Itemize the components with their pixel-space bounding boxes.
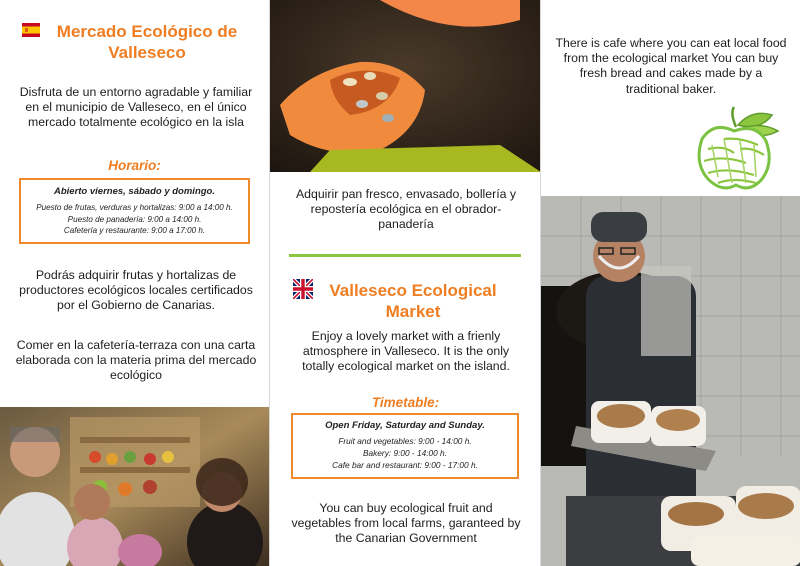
spanish-column [0, 0, 269, 566]
market-shoppers-photo [0, 407, 269, 566]
spain-flag-icon [22, 23, 40, 37]
middle-column [269, 0, 540, 566]
spanish-schedule-lead: Abierto viernes, sábado y domingo. [53, 186, 215, 197]
english-schedule-lead: Open Friday, Saturday and Sunday. [325, 420, 485, 431]
english-schedule-line: Cafe bar and restaurant: 9:00 - 17:00 h. [332, 460, 478, 470]
english-schedule-line: Fruit and vegetables: 9:00 - 14:00 h. [338, 436, 472, 446]
english-schedule-line: Bakery: 9:00 - 14:00 h. [363, 448, 447, 458]
english-intro: Enjoy a lovely market with a frienly atmosphere in Valleseco. It is the only totally ecological market on the island. [302, 329, 510, 374]
baker-photo [541, 196, 800, 566]
spanish-schedule-box [19, 178, 250, 244]
spanish-schedule-line: Cafetería y restaurante: 9:00 a 17:00 h. [63, 226, 206, 235]
english-title: Valleseco Ecological Market [329, 281, 497, 321]
spanish-produce-text: Podrás adquirir frutas y hortalizas de productores ecológicos locales certificados por el Gobierno de Canarias. [19, 268, 253, 313]
spanish-schedule-line: Puesto de frutas, verduras y hortalizas: 9:00 a 14:00 h. [36, 203, 233, 212]
spanish-title: Mercado Ecológico de Valleseco [56, 22, 238, 62]
english-cafe-text: There is cafe where you can eat local food from the ecological market You can buy fresh bread and cakes made by a traditional baker. [555, 36, 787, 96]
apple-icon [694, 105, 784, 193]
horario-heading: Horario: [108, 158, 161, 173]
uk-flag-icon [293, 279, 313, 299]
spanish-intro: Disfruta de un entorno agradable y familiar en el municipio de Valleseco, en el único mercado totalmente ecológico en la isla [19, 85, 253, 130]
language-divider [289, 254, 521, 257]
spanish-bakery-text: Adquirir pan fresco, envasado, bollería y repostería ecológica en el obrador-panadería [295, 187, 517, 232]
spanish-schedule-line: Puesto de panadería: 9:00 a 14:00 h. [67, 214, 202, 224]
spanish-cafe-text: Comer en la cafetería-terraza con una carta elaborada con la materia prima del mercado ecológico [15, 338, 257, 383]
timetable-heading: Timetable: [371, 395, 440, 410]
pumpkin-photo [270, 0, 540, 172]
english-produce-text: You can buy ecological fruit and vegetables from local farms, garanteed by the Canarian Government [291, 501, 521, 546]
english-schedule-box [291, 413, 519, 479]
right-column [540, 0, 800, 566]
